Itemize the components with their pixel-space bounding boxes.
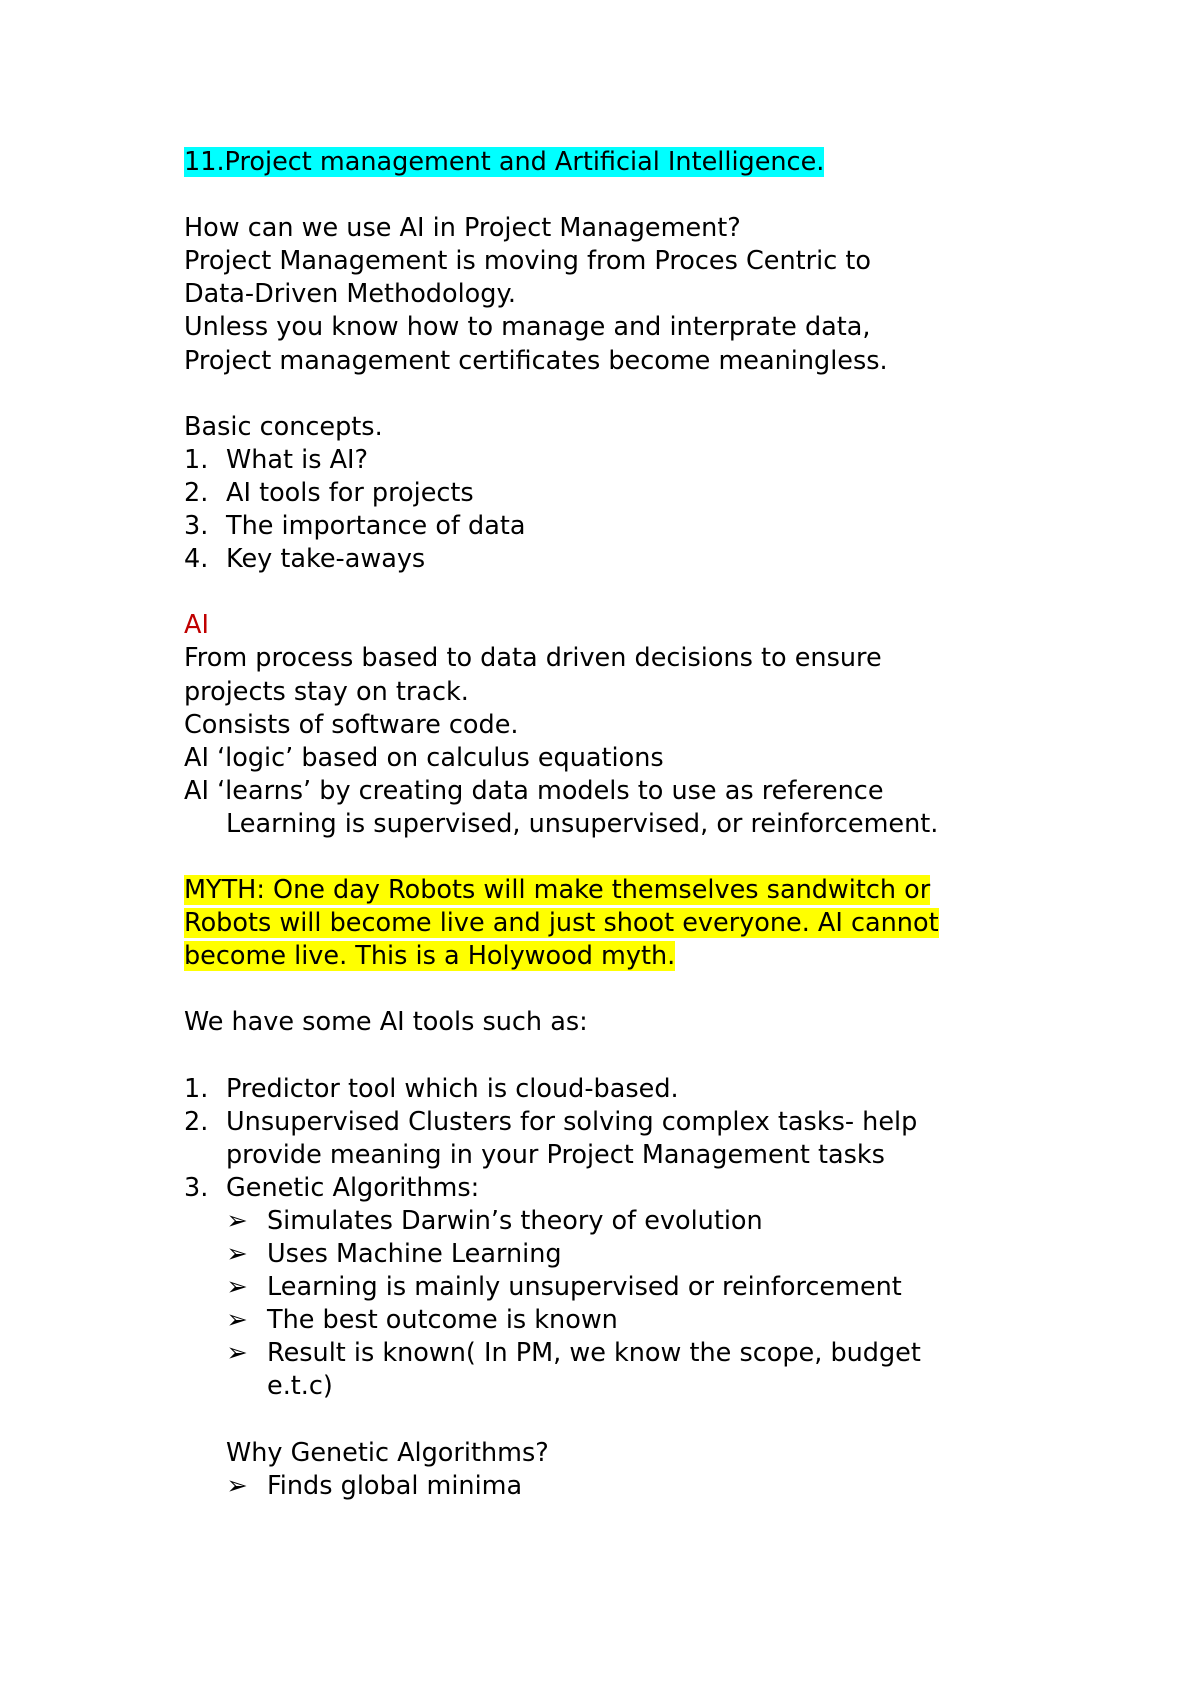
document-page: [184, 146, 1084, 1503]
item-text: Genetic Algorithms:: [226, 1172, 480, 1203]
intro-line: How can we use AI in Project Management?: [184, 213, 741, 244]
item-text: Unsupervised Clusters for solving complex tasks- help: [226, 1106, 918, 1137]
item-number: 3.: [184, 511, 209, 542]
spacer: [184, 841, 1084, 874]
ai-indented-line: Learning is supervised, unsupervised, or reinforcement.: [226, 808, 939, 839]
bullet-text: Finds global minima: [267, 1470, 523, 1501]
tool-item: [184, 1106, 1084, 1139]
item-text: Key take-aways: [226, 544, 426, 575]
spacer: [184, 1040, 1084, 1073]
arrow-bullet-icon: ➢: [226, 1338, 248, 1369]
ai-line: Consists of software code.: [184, 709, 519, 740]
intro-line: Unless you know how to manage and interprate data,: [184, 312, 871, 343]
myth-line: [184, 907, 1084, 940]
item-number: 2.: [184, 477, 209, 508]
spacer: [184, 179, 1084, 212]
arrow-bullet-icon: ➢: [226, 1305, 248, 1336]
intro-line: Project management certificates become meaningless.: [184, 345, 888, 376]
ai-line: From process based to data driven decisions to ensure: [184, 643, 882, 674]
bullet-text: The best outcome is known: [267, 1305, 618, 1336]
ai-line: AI ‘learns’ by creating data models to use as reference: [184, 775, 884, 806]
bullet-text: Uses Machine Learning: [267, 1239, 562, 1270]
basic-concept-item: [184, 543, 1084, 576]
bullet-text: Simulates Darwin’s theory of evolution: [267, 1206, 763, 1236]
myth-line: [184, 874, 1084, 907]
spacer: [184, 378, 1084, 411]
myth-text: MYTH: One day Robots will make themselves sandwitch or: [184, 875, 931, 906]
item-text: The importance of data: [226, 511, 526, 542]
bullet-item: [184, 1470, 1084, 1503]
intro-line: Data-Driven Methodology.: [184, 279, 517, 310]
arrow-bullet-icon: ➢: [226, 1272, 248, 1303]
myth-text: become live. This is a Holywood myth.: [184, 941, 676, 972]
bullet-item: [184, 1271, 1084, 1304]
item-number: 2.: [184, 1106, 209, 1137]
item-text: What is AI?: [226, 444, 369, 475]
ai-heading: AI: [184, 610, 209, 641]
tool-item: [184, 1073, 1084, 1106]
item-number: 1.: [184, 1073, 209, 1104]
why-genetic-heading: Why Genetic Algorithms?: [226, 1437, 549, 1468]
document-title: 11.Project management and Artificial Intelligence.: [184, 147, 825, 177]
item-number: 1.: [184, 444, 209, 475]
basic-concept-item: [184, 477, 1084, 510]
basic-concepts-heading: Basic concepts.: [184, 411, 383, 442]
bullet-item: [184, 1238, 1084, 1271]
bullet-item: [184, 1304, 1084, 1337]
arrow-bullet-icon: ➢: [226, 1239, 248, 1270]
spacer: [184, 973, 1084, 1006]
bullet-item: [184, 1205, 1084, 1238]
tools-intro: We have some AI tools such as:: [184, 1007, 588, 1038]
item-text: AI tools for projects: [226, 477, 474, 508]
myth-text: Robots will become live and just shoot everyone. AI cannot: [184, 908, 939, 939]
tool-item-continuation: provide meaning in your Project Management tasks: [226, 1139, 885, 1170]
item-number: 4.: [184, 544, 209, 575]
intro-line: Project Management is moving from Proces Centric to: [184, 246, 871, 277]
bullet-item: [184, 1337, 1084, 1370]
arrow-bullet-icon: ➢: [226, 1206, 248, 1236]
item-number: 3.: [184, 1172, 209, 1203]
item-text: Predictor tool which is cloud-based.: [226, 1073, 679, 1104]
spacer: [184, 1404, 1084, 1437]
ai-line: AI ‘logic’ based on calculus equations: [184, 742, 664, 773]
bullet-continuation: e.t.c): [267, 1371, 333, 1402]
myth-line: [184, 940, 1084, 973]
tool-item: [184, 1172, 1084, 1205]
bullet-text: Result is known( In PM, we know the scope, budget: [267, 1338, 921, 1369]
arrow-bullet-icon: ➢: [226, 1470, 248, 1501]
title-line: [184, 146, 1084, 179]
bullet-text: Learning is mainly unsupervised or reinforcement: [267, 1272, 902, 1303]
basic-concept-item: [184, 444, 1084, 477]
ai-line: projects stay on track.: [184, 676, 469, 707]
spacer: [184, 576, 1084, 609]
basic-concept-item: [184, 510, 1084, 543]
